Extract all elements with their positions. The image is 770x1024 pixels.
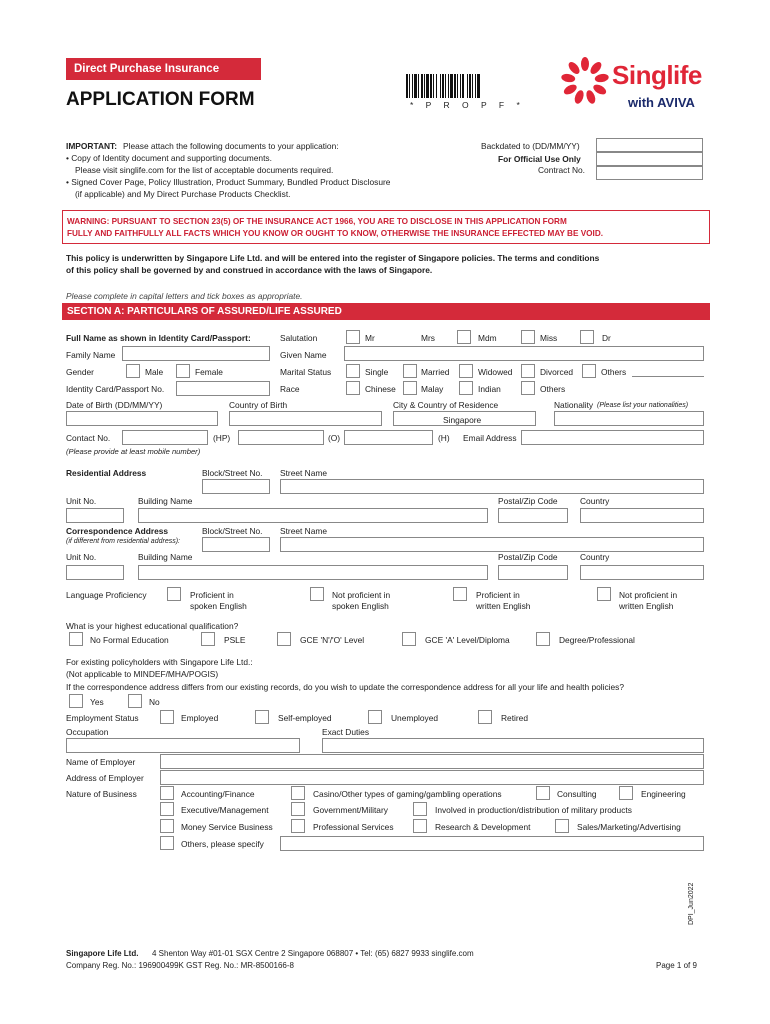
update-no-label: No <box>149 697 160 707</box>
form-code: DPI_Jun2022 <box>688 882 695 925</box>
occupation-label: Occupation <box>66 727 109 737</box>
warning-box <box>62 210 710 244</box>
edu-none-label: No Formal Education <box>90 635 169 645</box>
res-street-field[interactable] <box>280 479 704 494</box>
corr-country-label: Country <box>580 552 610 562</box>
contact-o-field[interactable] <box>238 430 324 445</box>
corr-block-field[interactable] <box>202 537 270 552</box>
nb-military-checkbox[interactable] <box>413 802 427 816</box>
emp-employed-checkbox[interactable] <box>160 710 174 724</box>
singlife-logo-icon <box>560 56 610 106</box>
email-field[interactable] <box>521 430 704 445</box>
edu-a-level-label: GCE 'A' Level/Diploma <box>425 635 510 645</box>
res-postal-field[interactable] <box>498 508 568 523</box>
contract-no-label: Contract No. <box>538 165 586 175</box>
update-yes-checkbox[interactable] <box>69 694 83 708</box>
marital-married-label: Married <box>421 367 450 377</box>
nb-executive-checkbox[interactable] <box>160 802 174 816</box>
nb-professional-checkbox[interactable] <box>291 819 305 833</box>
race-label: Race <box>280 384 300 394</box>
emp-employed-label: Employed <box>181 713 219 723</box>
gender-female-label: Female <box>195 367 223 377</box>
given-name-field[interactable] <box>344 346 704 361</box>
lang-proficient-spoken-checkbox[interactable] <box>167 587 181 601</box>
header-badge-text: Direct Purchase Insurance <box>74 63 220 75</box>
contact-o-label: (O) <box>328 433 341 443</box>
nb-others-label: Others, please specify <box>181 839 264 849</box>
country-birth-field[interactable] <box>229 411 382 426</box>
salutation-mr-label: Mr <box>365 333 375 343</box>
res-postal-label: Postal/Zip Code <box>498 496 558 506</box>
city-residence-value: Singapore <box>443 415 482 425</box>
lang-notproficient-written-checkbox[interactable] <box>597 587 611 601</box>
res-street-label: Street Name <box>280 468 328 478</box>
occupation-field[interactable] <box>66 738 300 753</box>
marital-status-label: Marital Status <box>280 367 332 377</box>
barcode-text: * P R O P F * <box>410 100 525 110</box>
gender-male-checkbox[interactable] <box>126 364 140 378</box>
edu-o-level-label: GCE 'N'/'O' Level <box>300 635 365 645</box>
salutation-mrs-checkbox[interactable] <box>457 330 471 344</box>
nb-research-label: Research & Development <box>435 822 531 832</box>
marital-single-checkbox[interactable] <box>346 364 360 378</box>
contact-hp-label: (HP) <box>213 433 231 443</box>
language-label: Language Proficiency <box>66 590 147 600</box>
res-block-label: Block/Street No. <box>202 468 263 478</box>
marital-widowed-checkbox[interactable] <box>459 364 473 378</box>
family-name-label: Family Name <box>66 350 116 360</box>
emp-self-label: Self-employed <box>278 713 332 723</box>
marital-others-checkbox[interactable] <box>582 364 596 378</box>
lang-notproficient-spoken-b: spoken English <box>332 601 389 611</box>
emp-unemployed-label: Unemployed <box>391 713 439 723</box>
nb-professional-label: Professional Services <box>313 822 394 832</box>
warning-line-1: WARNING: PURSUANT TO SECTION 23(5) OF THE INSURANCE ACT 1966, YOU ARE TO DISCLOSE IN THIS APPLICATION FORM <box>67 217 567 226</box>
contact-hp-field[interactable] <box>122 430 208 445</box>
brand-name: Singlife <box>612 60 702 90</box>
marital-married-checkbox[interactable] <box>403 364 417 378</box>
marital-others-label: Others <box>601 367 627 377</box>
res-building-label: Building Name <box>138 496 193 506</box>
edu-degree-label: Degree/Professional <box>559 635 635 645</box>
race-malay-checkbox[interactable] <box>403 381 417 395</box>
edu-none-checkbox[interactable] <box>69 632 83 646</box>
city-residence-label: City & Country of Residence <box>393 400 499 410</box>
corr-postal-field[interactable] <box>498 565 568 580</box>
emp-retired-checkbox[interactable] <box>478 710 492 724</box>
section-a-title: SECTION A: PARTICULARS OF ASSURED/LIFE ASSURED <box>67 306 342 317</box>
dob-field[interactable] <box>66 411 218 426</box>
update-no-checkbox[interactable] <box>128 694 142 708</box>
id-no-label: Identity Card/Passport No. <box>66 384 165 394</box>
nationality-label: Nationality <box>554 400 594 410</box>
important-bullet-1b: Please visit singlife.com for the list of acceptable documents required. <box>75 165 334 175</box>
employment-status-label: Employment Status <box>66 713 139 723</box>
marital-widowed-label: Widowed <box>478 367 513 377</box>
education-question: What is your highest educational qualification? <box>66 621 239 631</box>
important-bullet-2: • Signed Cover Page, Policy Illustration, Product Summary, Bundled Product Disclosure <box>66 177 391 187</box>
barcode-image <box>406 74 528 98</box>
marital-others-line[interactable] <box>632 376 704 377</box>
nb-accounting-label: Accounting/Finance <box>181 789 255 799</box>
employer-name-field[interactable] <box>160 754 704 769</box>
race-others-checkbox[interactable] <box>521 381 535 395</box>
official-use-label: For Official Use Only <box>498 154 581 164</box>
nb-money-service-checkbox[interactable] <box>160 819 174 833</box>
contract-no-field[interactable] <box>596 166 703 180</box>
full-name-label: Full Name as shown in Identity Card/Passport: <box>66 333 251 343</box>
marital-single-label: Single <box>365 367 389 377</box>
warning-line-2: FULLY AND FAITHFULLY ALL FACTS WHICH YOU KNOW OR OUGHT TO KNOW, OTHERWISE THE INSURANCE EFFECTED MAY BE VOID. <box>67 229 604 238</box>
race-indian-label: Indian <box>478 384 501 394</box>
nationality-note: (Please list your nationalities) <box>597 402 689 409</box>
corr-building-label: Building Name <box>138 552 193 562</box>
nb-sales-label: Sales/Marketing/Advertising <box>577 822 681 832</box>
emp-unemployed-checkbox[interactable] <box>368 710 382 724</box>
lang-notproficient-written-a: Not proficient in <box>619 590 678 600</box>
contact-no-label: Contact No. <box>66 433 111 443</box>
correspondence-address-label: Correspondence Address <box>66 526 169 536</box>
mobile-note: (Please provide at least mobile number) <box>66 447 201 456</box>
footer-address: 4 Shenton Way #01-01 SGX Centre 2 Singapore 068807 • Tel: (65) 6827 9933 singlife.com <box>152 949 474 958</box>
edu-o-level-checkbox[interactable] <box>277 632 291 646</box>
corr-unit-label: Unit No. <box>66 552 97 562</box>
corr-postal-label: Postal/Zip Code <box>498 552 558 562</box>
email-label: Email Address <box>463 433 517 443</box>
footer-page-number: Page 1 of 9 <box>656 961 697 970</box>
corr-unit-field[interactable] <box>66 565 124 580</box>
footer-company: Singapore Life Ltd. <box>66 949 139 958</box>
corr-street-field[interactable] <box>280 537 704 552</box>
corr-block-label: Block/Street No. <box>202 526 263 536</box>
nb-research-checkbox[interactable] <box>413 819 427 833</box>
edu-psle-label: PSLE <box>224 635 246 645</box>
salutation-mr-checkbox[interactable] <box>346 330 360 344</box>
nb-money-service-label: Money Service Business <box>181 822 273 832</box>
lang-proficient-spoken-b: spoken English <box>190 601 247 611</box>
nb-casino-label: Casino/Other types of gaming/gambling operations <box>313 789 502 799</box>
brand-sub: with AVIVA <box>628 95 695 110</box>
salutation-dr-label: Dr <box>602 333 611 343</box>
lang-notproficient-written-b: written English <box>619 601 674 611</box>
res-building-field[interactable] <box>138 508 488 523</box>
dob-label: Date of Birth (DD/MM/YY) <box>66 400 163 410</box>
race-indian-checkbox[interactable] <box>459 381 473 395</box>
nb-sales-checkbox[interactable] <box>555 819 569 833</box>
salutation-label: Salutation <box>280 333 318 343</box>
existing-line-3: If the correspondence address differs from our existing records, do you wish to update the correspondence address for all your life and health policies? <box>66 682 625 692</box>
correspondence-note: (if different from residential address): <box>66 538 180 545</box>
nb-others-checkbox[interactable] <box>160 836 174 850</box>
policy-note-2: of this policy shall be governed by and construed in accordance with the laws of Singapore. <box>66 265 433 275</box>
marital-divorced-checkbox[interactable] <box>521 364 535 378</box>
lang-proficient-spoken-a: Proficient in <box>190 590 234 600</box>
corr-country-field[interactable] <box>580 565 704 580</box>
res-unit-label: Unit No. <box>66 496 97 506</box>
important-text: Please attach the following documents to your application: <box>123 141 339 151</box>
employer-address-label: Address of Employer <box>66 773 144 783</box>
existing-line-2: (Not applicable to MINDEF/MHA/POGIS) <box>66 669 219 679</box>
lang-proficient-written-checkbox[interactable] <box>453 587 467 601</box>
important-bullet-1: • Copy of Identity document and supporting documents. <box>66 153 272 163</box>
race-malay-label: Malay <box>421 384 444 394</box>
update-yes-label: Yes <box>90 697 104 707</box>
lang-proficient-written-b: written English <box>476 601 531 611</box>
edu-psle-checkbox[interactable] <box>201 632 215 646</box>
exact-duties-label: Exact Duties <box>322 727 370 737</box>
emp-retired-label: Retired <box>501 713 528 723</box>
res-country-field[interactable] <box>580 508 704 523</box>
salutation-mdm-checkbox[interactable] <box>521 330 535 344</box>
footer-reg: Company Reg. No.: 196900499K GST Reg. No.: MR-8500166-8 <box>66 961 294 970</box>
gender-female-checkbox[interactable] <box>176 364 190 378</box>
salutation-mrs-label: Mrs <box>421 333 435 343</box>
nb-government-checkbox[interactable] <box>291 802 305 816</box>
race-chinese-checkbox[interactable] <box>346 381 360 395</box>
race-chinese-label: Chinese <box>365 384 396 394</box>
race-others-label: Others <box>540 384 566 394</box>
nb-others-field[interactable] <box>280 836 704 851</box>
official-use-field[interactable] <box>596 152 703 166</box>
nb-government-label: Government/Military <box>313 805 388 815</box>
nature-business-label: Nature of Business <box>66 789 137 799</box>
gender-label: Gender <box>66 367 94 377</box>
edu-degree-checkbox[interactable] <box>536 632 550 646</box>
nb-casino-checkbox[interactable] <box>291 786 305 800</box>
family-name-field[interactable] <box>66 361 269 363</box>
nb-accounting-checkbox[interactable] <box>160 786 174 800</box>
salutation-miss-checkbox[interactable] <box>580 330 594 344</box>
residential-address-label: Residential Address <box>66 468 147 478</box>
res-block-field[interactable] <box>202 479 270 494</box>
nb-consulting-label: Consulting <box>557 789 597 799</box>
nationality-field[interactable] <box>554 411 704 426</box>
important-label: IMPORTANT: <box>66 141 118 151</box>
exact-duties-field[interactable] <box>322 738 704 753</box>
gender-male-label: Male <box>145 367 164 377</box>
salutation-miss-label: Miss <box>540 333 558 343</box>
lang-notproficient-spoken-a: Not proficient in <box>332 590 391 600</box>
important-bullet-2b: (if applicable) and My Direct Purchase Products Checklist. <box>75 189 291 199</box>
nb-consulting-checkbox[interactable] <box>536 786 550 800</box>
nb-engineering-checkbox[interactable] <box>619 786 633 800</box>
res-country-label: Country <box>580 496 610 506</box>
corr-building-field[interactable] <box>138 565 488 580</box>
lang-proficient-written-a: Proficient in <box>476 590 520 600</box>
family-name-input[interactable] <box>122 346 270 361</box>
employer-name-label: Name of Employer <box>66 757 136 767</box>
given-name-label: Given Name <box>280 350 327 360</box>
salutation-mdm-label: Mdm <box>478 333 497 343</box>
existing-line-1: For existing policyholders with Singapore Life Ltd.: <box>66 657 253 667</box>
contact-h-label: (H) <box>438 433 450 443</box>
marital-divorced-label: Divorced <box>540 367 574 377</box>
instruction-text: Please complete in capital letters and tick boxes as appropriate. <box>66 291 303 301</box>
corr-street-label: Street Name <box>280 526 328 536</box>
lang-notproficient-spoken-checkbox[interactable] <box>310 587 324 601</box>
backdated-label: Backdated to (DD/MM/YY) <box>481 141 580 151</box>
nb-executive-label: Executive/Management <box>181 805 269 815</box>
edu-a-level-checkbox[interactable] <box>402 632 416 646</box>
nb-engineering-label: Engineering <box>641 789 686 799</box>
id-no-field[interactable] <box>176 381 270 396</box>
res-unit-field[interactable] <box>66 508 124 523</box>
nb-military-label: Involved in production/distribution of military products <box>435 805 632 815</box>
country-birth-label: Country of Birth <box>229 400 288 410</box>
contact-h-field[interactable] <box>344 430 433 445</box>
employer-address-field[interactable] <box>160 770 704 785</box>
backdated-field[interactable] <box>596 138 703 152</box>
page-title: APPLICATION FORM <box>66 89 255 110</box>
emp-self-checkbox[interactable] <box>255 710 269 724</box>
policy-note-1: This policy is underwritten by Singapore Life Ltd. and will be entered into the register of Singapore policies. The terms and conditions <box>66 253 600 263</box>
